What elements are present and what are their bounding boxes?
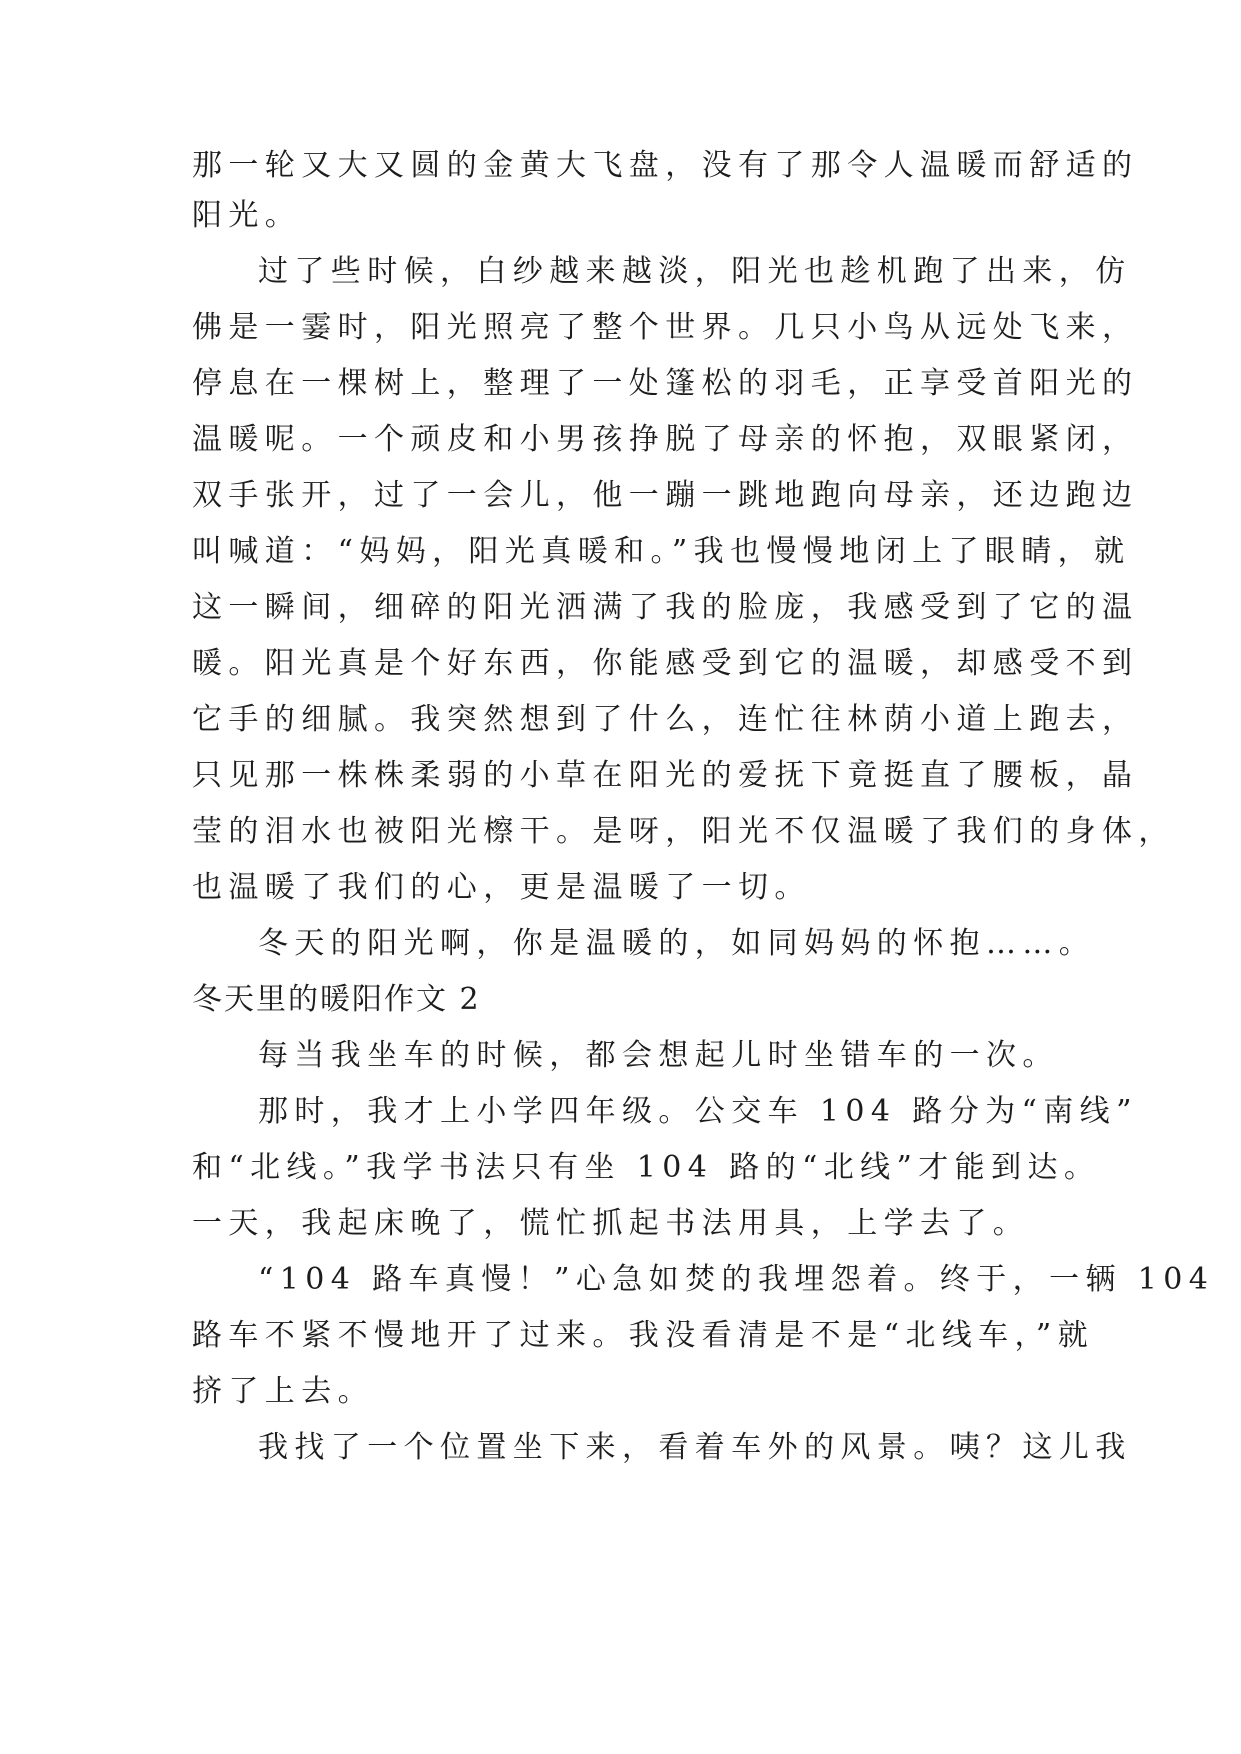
text-line: 莹的泪水也被阳光檫干。是呀，阳光不仅温暖了我们的身体， — [192, 814, 1175, 849]
text-line: 佛是一霎时，阳光照亮了整个世界。几只小鸟从远处飞来， — [192, 310, 1139, 345]
text-line: 和“北线。”我学书法只有坐 104 路的“北线”才能到达。 — [192, 1150, 1101, 1185]
text-line: 一天，我起床晚了，慌忙抓起书法用具，上学去了。 — [192, 1206, 1030, 1241]
text-line: 那一轮又大又圆的金黄大飞盘，没有了那令人温暖而舒适的 — [192, 148, 1139, 183]
text-line: 它手的细腻。我突然想到了什么，连忙往林荫小道上跑去， — [192, 702, 1139, 737]
paragraph-first-line: 我找了一个位置坐下来，看着车外的风景。咦？这儿我 — [258, 1430, 1132, 1465]
text-line: 暖。阳光真是个好东西，你能感受到它的温暖，却感受不到 — [192, 646, 1139, 681]
section-heading: 冬天里的暖阳作文 2 — [192, 982, 481, 1017]
paragraph-first-line: 那时，我才上小学四年级。公交车 104 路分为“南线” — [258, 1094, 1138, 1129]
text-line: 双手张开，过了一会儿，他一蹦一跳地跑向母亲，还边跑边 — [192, 478, 1139, 513]
text-line: 阳光。 — [192, 198, 302, 233]
text-line: 也温暖了我们的心，更是温暖了一切。 — [192, 870, 811, 905]
text-line: 挤了上去。 — [192, 1374, 374, 1409]
paragraph-first-line: 每当我坐车的时候，都会想起儿时坐错车的一次。 — [258, 1038, 1059, 1073]
paragraph-first-line: 冬天的阳光啊，你是温暖的，如同妈妈的怀抱……。 — [258, 926, 1096, 961]
paragraph-first-line: “104 路车真慢！”心急如焚的我埋怨着。终于，一辆 104 — [258, 1262, 1215, 1297]
paragraph-first-line: 过了些时候，白纱越来越淡，阳光也趁机跑了出来，仿 — [258, 254, 1132, 289]
text-line: 温暖呢。一个顽皮和小男孩挣脱了母亲的怀抱，双眼紧闭， — [192, 422, 1139, 457]
text-line: 这一瞬间，细碎的阳光洒满了我的脸庞，我感受到了它的温 — [192, 590, 1139, 625]
text-line: 停息在一棵树上，整理了一处篷松的羽毛，正享受首阳光的 — [192, 366, 1139, 401]
text-line: 路车不紧不慢地开了过来。我没看清是不是“北线车，”就 — [192, 1318, 1095, 1353]
text-line: 只见那一株株柔弱的小草在阳光的爱抚下竟挺直了腰板，晶 — [192, 758, 1139, 793]
text-line: 叫喊道：“妈妈，阳光真暖和。”我也慢慢地闭上了眼睛，就 — [192, 534, 1131, 569]
